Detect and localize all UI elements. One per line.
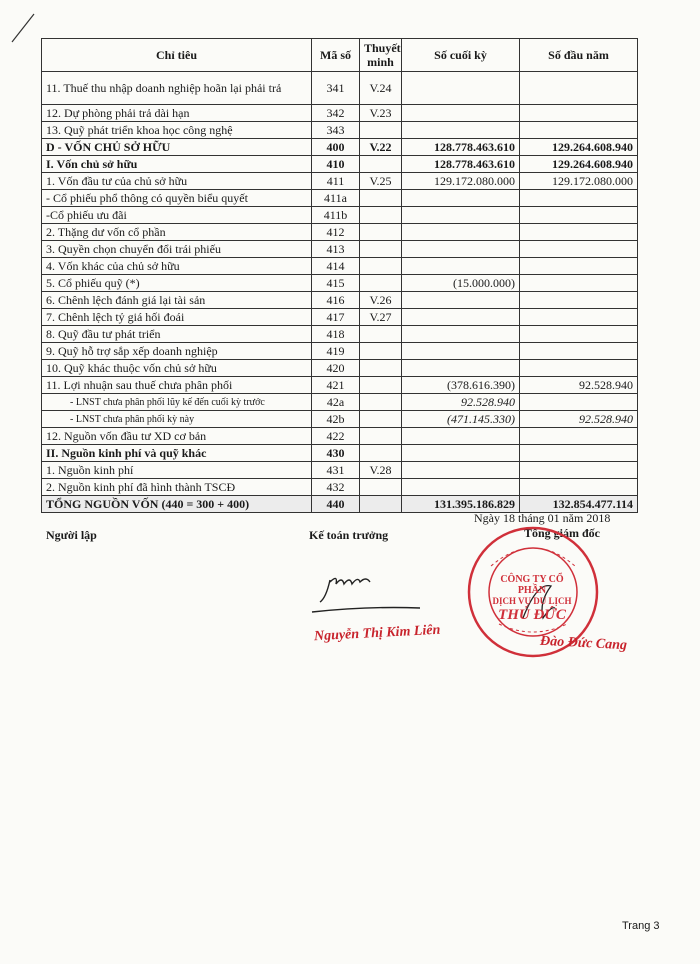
row-end	[402, 207, 520, 224]
row-end: 129.172.080.000	[402, 173, 520, 190]
row-code: 413	[312, 241, 360, 258]
stamp-service-text: DỊCH VỤ DU LỊCH	[492, 596, 572, 606]
row-label: I. Vốn chủ sở hữu	[42, 156, 312, 173]
row-code: 42b	[312, 411, 360, 428]
row-code: 421	[312, 377, 360, 394]
row-end	[402, 105, 520, 122]
row-end	[402, 190, 520, 207]
page-number: Trang 3	[622, 920, 660, 932]
row-note	[360, 156, 402, 173]
table-row	[42, 292, 638, 309]
table-row	[42, 224, 638, 241]
row-note	[360, 394, 402, 411]
table-row	[42, 343, 638, 360]
row-label: 2. Thặng dư vốn cổ phần	[42, 224, 312, 241]
row-begin	[520, 275, 638, 292]
row-note: V.27	[360, 309, 402, 326]
row-code: 400	[312, 139, 360, 156]
row-end	[402, 224, 520, 241]
row-label: 8. Quỹ đầu tư phát triển	[42, 326, 312, 343]
row-label: II. Nguồn kinh phí và quỹ khác	[42, 445, 312, 462]
row-note: V.26	[360, 292, 402, 309]
row-label: TỔNG NGUỒN VỐN (440 = 300 + 400)	[42, 496, 312, 513]
row-note: V.23	[360, 105, 402, 122]
table-row	[42, 411, 638, 428]
header-note: Thuyết minh	[360, 39, 402, 72]
row-end: 128.778.463.610	[402, 156, 520, 173]
row-note	[360, 411, 402, 428]
row-begin: 92.528.940	[520, 411, 638, 428]
row-code: 341	[312, 72, 360, 105]
row-end	[402, 241, 520, 258]
row-label: 6. Chênh lệch đánh giá lại tài sản	[42, 292, 312, 309]
row-label: 4. Vốn khác của chủ sở hữu	[42, 258, 312, 275]
total-row	[42, 496, 638, 513]
row-begin	[520, 360, 638, 377]
row-code: 430	[312, 445, 360, 462]
row-note	[360, 343, 402, 360]
row-note: V.25	[360, 173, 402, 190]
table-row	[42, 394, 638, 411]
row-label: 9. Quỹ hỗ trợ sắp xếp doanh nghiệp	[42, 343, 312, 360]
row-label: 12. Dự phòng phải trả dài hạn	[42, 105, 312, 122]
row-label: D - VỐN CHỦ SỞ HỮU	[42, 139, 312, 156]
row-label: - LNST chưa phân phối lũy kế đến cuối kỳ trước	[42, 394, 312, 411]
director-title: Tổng giám đốc	[524, 526, 601, 540]
row-begin	[520, 428, 638, 445]
row-code: 410	[312, 156, 360, 173]
row-label: 5. Cổ phiếu quỹ (*)	[42, 275, 312, 292]
row-code: 420	[312, 360, 360, 377]
row-begin	[520, 394, 638, 411]
table-row	[42, 360, 638, 377]
row-note	[360, 326, 402, 343]
stamp-company-text: CÔNG TY CỔ PHẦN	[500, 574, 564, 596]
row-begin: 129.264.608.940	[520, 139, 638, 156]
row-note: V.22	[360, 139, 402, 156]
row-label: 12. Nguồn vốn đầu tư XD cơ bản	[42, 428, 312, 445]
header-begin-year: Số đầu năm	[520, 39, 638, 72]
row-code: 412	[312, 224, 360, 241]
table-row	[42, 139, 638, 156]
row-label: - LNST chưa phân phối kỳ này	[42, 411, 312, 428]
table-row	[42, 173, 638, 190]
row-note: V.24	[360, 72, 402, 105]
row-begin	[520, 224, 638, 241]
row-end	[402, 343, 520, 360]
table-row	[42, 309, 638, 326]
row-end: (471.145.330)	[402, 411, 520, 428]
row-code: 422	[312, 428, 360, 445]
row-label: 13. Quỹ phát triển khoa học công nghệ	[42, 122, 312, 139]
row-note	[360, 445, 402, 462]
row-code: 343	[312, 122, 360, 139]
director-name: Đào Đức Cang	[539, 633, 628, 654]
row-end	[402, 479, 520, 496]
row-code: 342	[312, 105, 360, 122]
row-note	[360, 122, 402, 139]
row-note	[360, 479, 402, 496]
row-note	[360, 207, 402, 224]
row-code: 419	[312, 343, 360, 360]
row-code: 42a	[312, 394, 360, 411]
row-note	[360, 258, 402, 275]
header-indicator: Chỉ tiêu	[42, 39, 312, 72]
row-code: 417	[312, 309, 360, 326]
row-end	[402, 360, 520, 377]
row-code: 411b	[312, 207, 360, 224]
table-row	[42, 122, 638, 139]
row-label: 2. Nguồn kinh phí đã hình thành TSCĐ	[42, 479, 312, 496]
row-code: 414	[312, 258, 360, 275]
row-end: (378.616.390)	[402, 377, 520, 394]
row-note	[360, 360, 402, 377]
row-begin	[520, 445, 638, 462]
row-begin	[520, 343, 638, 360]
row-begin	[520, 292, 638, 309]
row-begin	[520, 309, 638, 326]
row-begin	[520, 479, 638, 496]
corner-pen-mark	[4, 8, 44, 48]
balance-sheet-table	[41, 38, 638, 513]
table-row	[42, 445, 638, 462]
table-row	[42, 326, 638, 343]
table-row	[42, 377, 638, 394]
row-label: -Cổ phiếu ưu đãi	[42, 207, 312, 224]
table-row	[42, 275, 638, 292]
row-end: (15.000.000)	[402, 275, 520, 292]
header-end-period: Số cuối kỳ	[402, 39, 520, 72]
table-row	[42, 156, 638, 173]
row-end	[402, 428, 520, 445]
row-code: 415	[312, 275, 360, 292]
table-row	[42, 72, 638, 105]
row-label: 1. Vốn đầu tư của chủ sở hữu	[42, 173, 312, 190]
accountant-title: Kế toán trưởng	[309, 528, 389, 542]
row-end	[402, 122, 520, 139]
row-note	[360, 224, 402, 241]
row-label: 10. Quỹ khác thuộc vốn chủ sở hữu	[42, 360, 312, 377]
table-row	[42, 479, 638, 496]
row-note	[360, 377, 402, 394]
accountant-name: Nguyễn Thị Kim Liên	[313, 622, 441, 645]
row-begin	[520, 72, 638, 105]
row-end	[402, 292, 520, 309]
row-label: 1. Nguồn kinh phí	[42, 462, 312, 479]
row-note	[360, 241, 402, 258]
row-note: V.28	[360, 462, 402, 479]
row-end	[402, 72, 520, 105]
row-end: 131.395.186.829	[402, 496, 520, 513]
row-end	[402, 445, 520, 462]
table-header-row	[42, 39, 638, 72]
row-label: 3. Quyền chọn chuyển đổi trái phiếu	[42, 241, 312, 258]
row-begin	[520, 462, 638, 479]
header-code: Mã số	[312, 39, 360, 72]
row-note	[360, 190, 402, 207]
accountant-signature	[308, 560, 428, 620]
row-begin	[520, 122, 638, 139]
table-row	[42, 207, 638, 224]
row-code: 418	[312, 326, 360, 343]
row-begin	[520, 190, 638, 207]
row-begin: 92.528.940	[520, 377, 638, 394]
row-end	[402, 309, 520, 326]
stamp-city-text: THỦ ĐỨC	[498, 607, 566, 623]
row-code: 411	[312, 173, 360, 190]
row-begin	[520, 326, 638, 343]
table-row	[42, 241, 638, 258]
row-code: 411a	[312, 190, 360, 207]
row-end: 92.528.940	[402, 394, 520, 411]
row-end: 128.778.463.610	[402, 139, 520, 156]
table-row	[42, 428, 638, 445]
row-note	[360, 428, 402, 445]
row-begin	[520, 105, 638, 122]
row-label: - Cổ phiếu phổ thông có quyền biểu quyết	[42, 190, 312, 207]
row-code: 432	[312, 479, 360, 496]
row-label: 11. Lợi nhuận sau thuế chưa phân phối	[42, 377, 312, 394]
row-label: 7. Chênh lệch tỷ giá hối đoái	[42, 309, 312, 326]
row-note	[360, 496, 402, 513]
row-begin	[520, 258, 638, 275]
row-begin: 132.854.477.114	[520, 496, 638, 513]
report-date: Ngày 18 tháng 01 năm 2018	[474, 511, 611, 525]
table-row	[42, 190, 638, 207]
row-label: 11. Thuế thu nhập doanh nghiệp hoãn lại phải trả	[42, 72, 312, 105]
row-begin: 129.172.080.000	[520, 173, 638, 190]
row-begin: 129.264.608.940	[520, 156, 638, 173]
row-end	[402, 462, 520, 479]
row-begin	[520, 241, 638, 258]
row-end	[402, 258, 520, 275]
row-begin	[520, 207, 638, 224]
row-code: 416	[312, 292, 360, 309]
table-row	[42, 462, 638, 479]
row-code: 431	[312, 462, 360, 479]
table-row	[42, 105, 638, 122]
row-note	[360, 275, 402, 292]
table-row	[42, 258, 638, 275]
row-end	[402, 326, 520, 343]
preparer-title: Người lập	[46, 528, 97, 542]
row-code: 440	[312, 496, 360, 513]
